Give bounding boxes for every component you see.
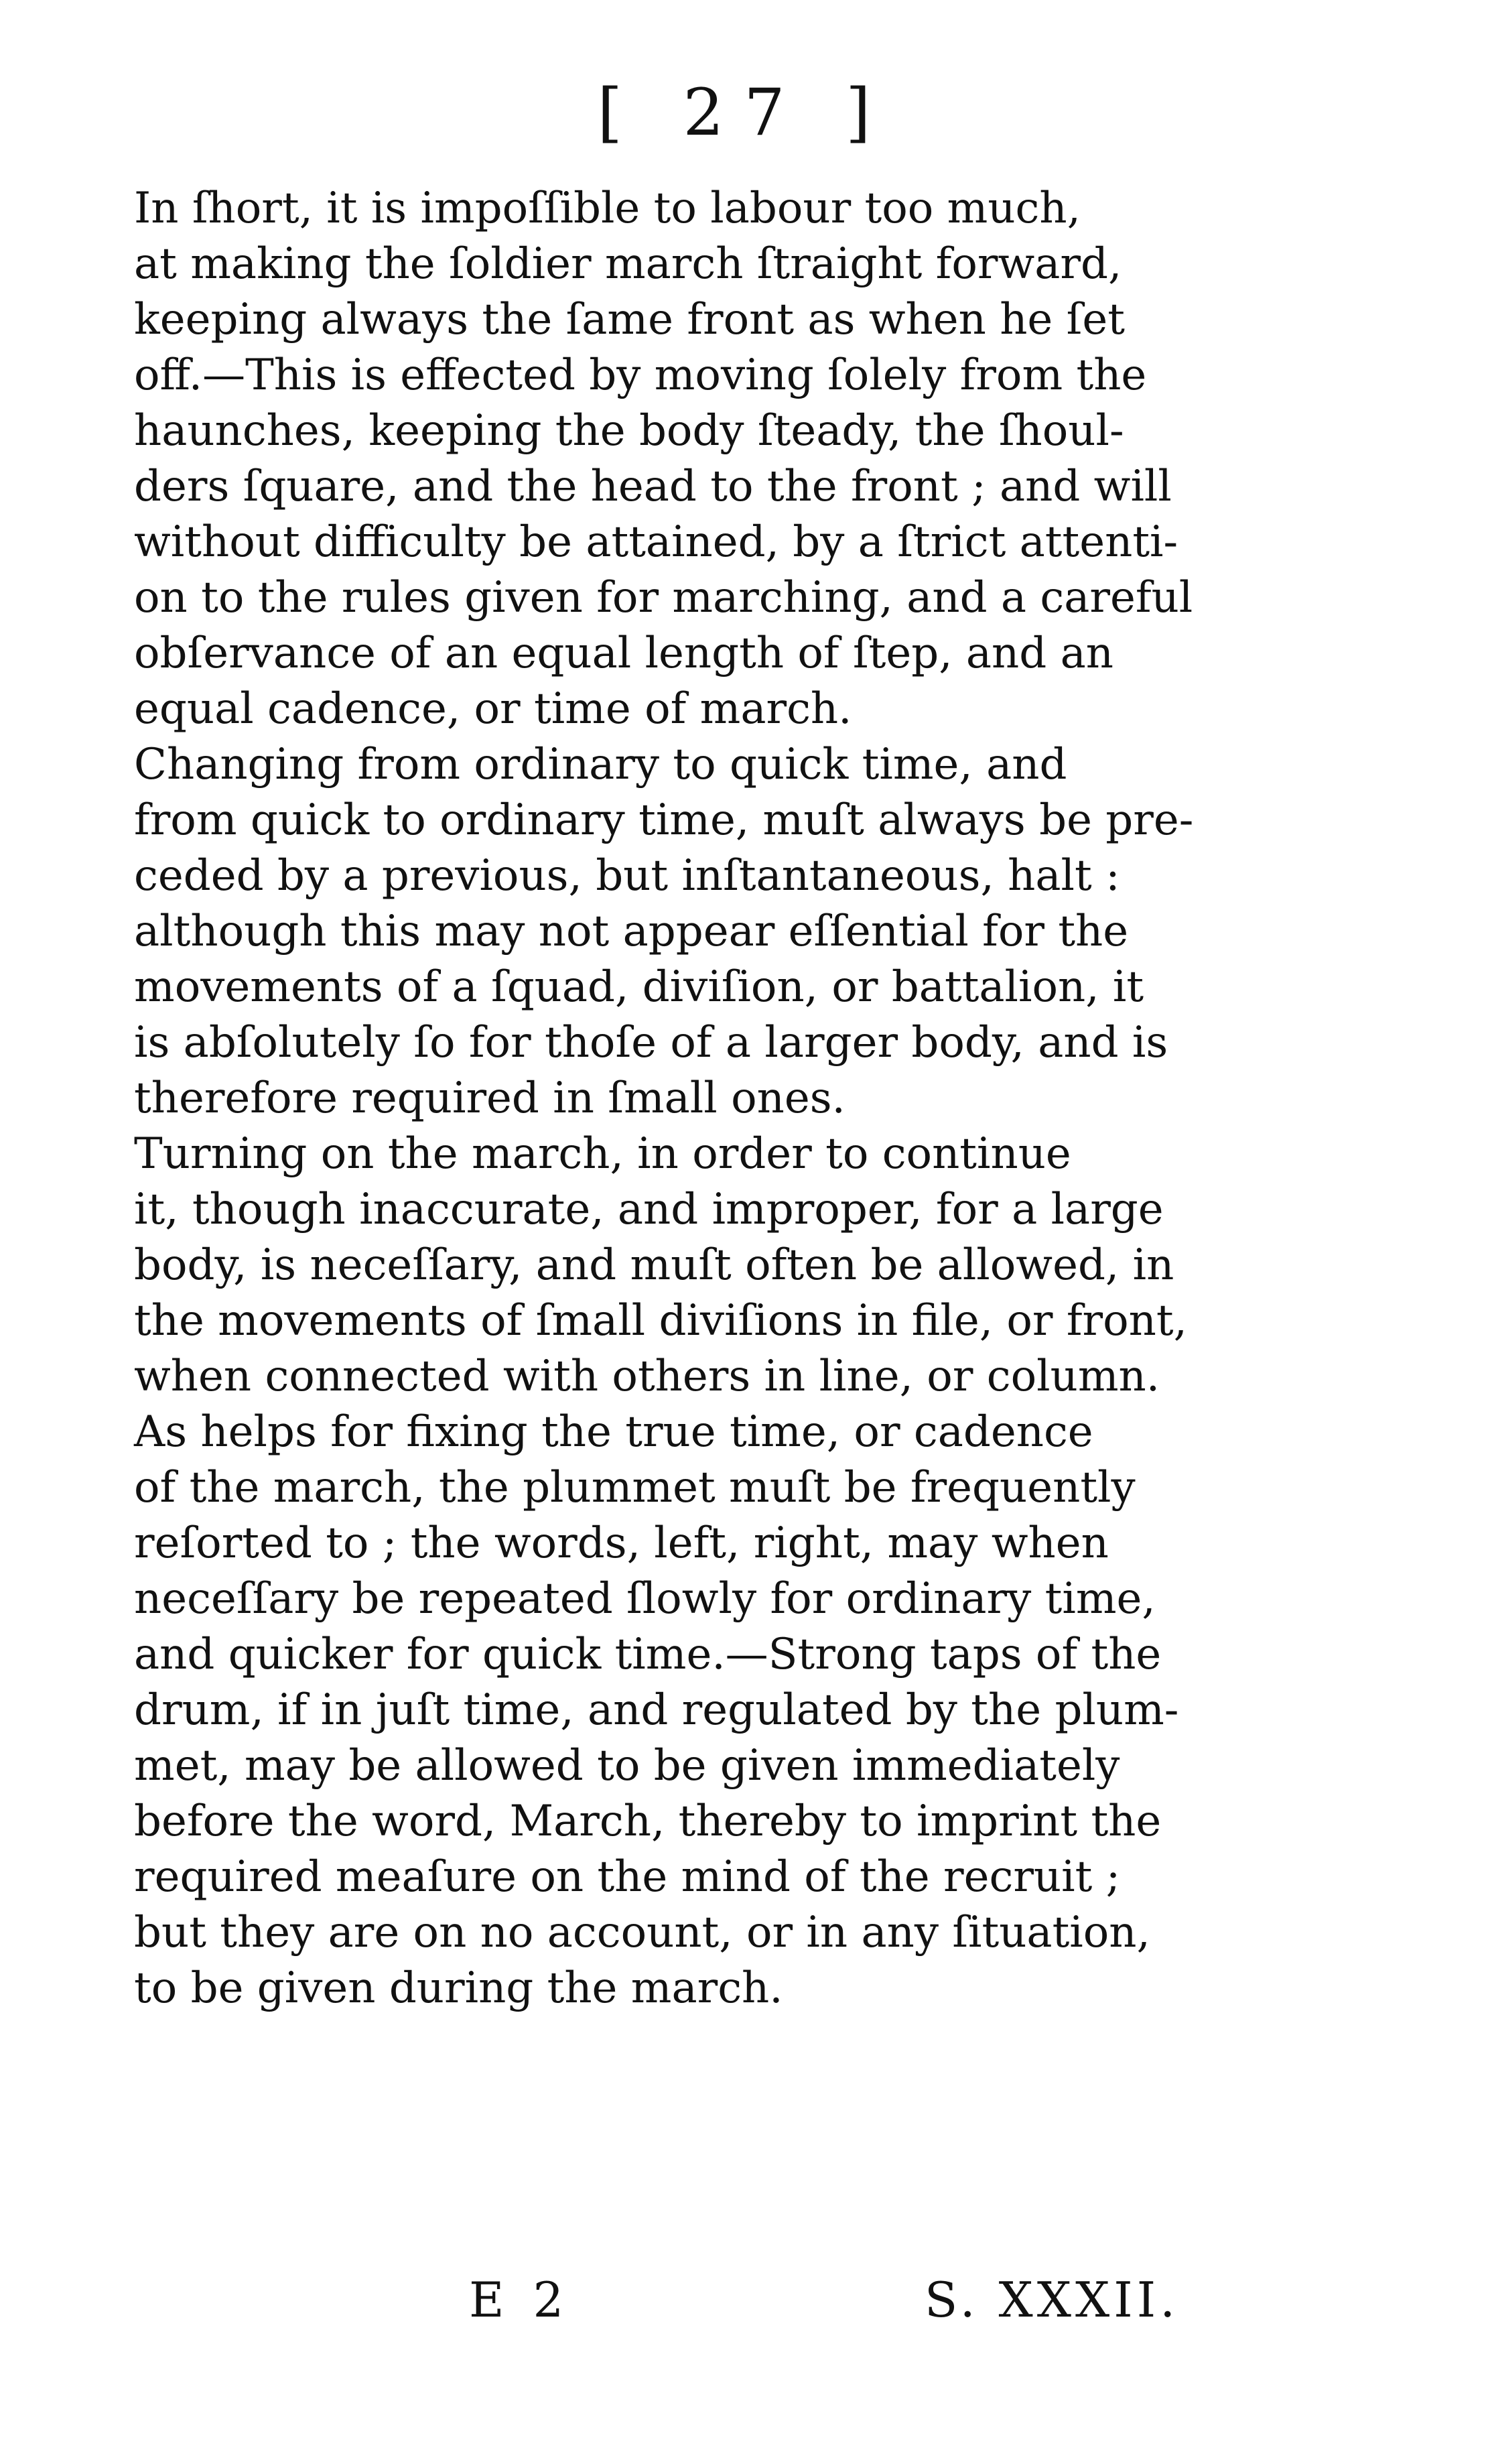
text-line: ceded by a previous, but inſtantaneous, halt : (134, 851, 1120, 901)
text-line: met, may be allowed to be given immediately (134, 1741, 1120, 1791)
paragraph-3 (74, 1126, 1199, 1405)
text-line: off.—This is effected by moving ſolely from the (134, 350, 1147, 400)
text-line: but they are on no account, or in any ſituation, (134, 1908, 1150, 1957)
text-line: without difficulty be attained, by a ſtrict attenti- (134, 517, 1178, 567)
text-line: although this may not appear eſſential for the (134, 907, 1129, 956)
text-line: it, though inaccurate, and improper, for a large (134, 1185, 1164, 1234)
text-line: ders ſquare, and the head to the front ; and will (134, 462, 1172, 511)
text-line: As helps for fixing the true time, or cadence (134, 1407, 1093, 1457)
text-line: on to the rules given for marching, and a careful (134, 573, 1193, 623)
text-line: keeping always the ſame front as when he ſet (134, 295, 1125, 344)
text-line: before the word, March, thereby to imprint the (134, 1797, 1162, 1846)
signature-mark: E 2 (469, 2272, 571, 2328)
text-line: therefore required in ſmall ones. (134, 1074, 846, 1123)
text-line: neceſſary be repeated ſlowly for ordinary time, (134, 1574, 1156, 1624)
paragraph-4 (74, 1405, 1199, 2016)
catchword: S. XXXII. (925, 2272, 1180, 2328)
paragraph-1 (74, 181, 1199, 737)
page-number: [ 27 ] (597, 75, 891, 150)
text-line: In ſhort, it is impoſſible to labour too much, (134, 184, 1081, 233)
text-line: the movements of ſmall diviſions in file, or front, (134, 1296, 1187, 1346)
text-line: body, is neceſſary, and muſt often be allowed, in (134, 1240, 1174, 1290)
text-line: of the march, the plummet muſt be frequently (134, 1463, 1136, 1512)
text-line: to be given during the march. (134, 1963, 783, 2013)
text-line: obſervance of an equal length of ſtep, and an (134, 629, 1113, 678)
body-text (74, 181, 1199, 2016)
text-line: movements of a ſquad, diviſion, or battalion, it (134, 962, 1144, 1012)
text-line: at making the ſoldier march ſtraight forward, (134, 239, 1122, 289)
text-line: equal cadence, or time of march. (134, 684, 852, 734)
text-line: Changing from ordinary to quick time, and (134, 740, 1067, 789)
text-line: is abſolutely ſo for thoſe of a larger body, and is (134, 1018, 1168, 1067)
text-line: when connected with others in line, or column. (134, 1352, 1160, 1401)
text-line: from quick to ordinary time, muſt always be pre- (134, 795, 1194, 845)
text-line: haunches, keeping the body ſteady, the ſhoul- (134, 406, 1124, 456)
text-line: required meaſure on the mind of the recruit ; (134, 1852, 1121, 1902)
text-line: reſorted to ; the words, left, right, may when (134, 1518, 1109, 1568)
text-line: Turning on the march, in order to continue (134, 1129, 1071, 1179)
text-line: and quicker for quick time.—Strong taps of the (134, 1630, 1162, 1679)
page-footer (0, 2272, 1488, 2345)
text-line: drum, if in juſt time, and regulated by the plum- (134, 1685, 1179, 1735)
paragraph-2 (74, 737, 1199, 1126)
